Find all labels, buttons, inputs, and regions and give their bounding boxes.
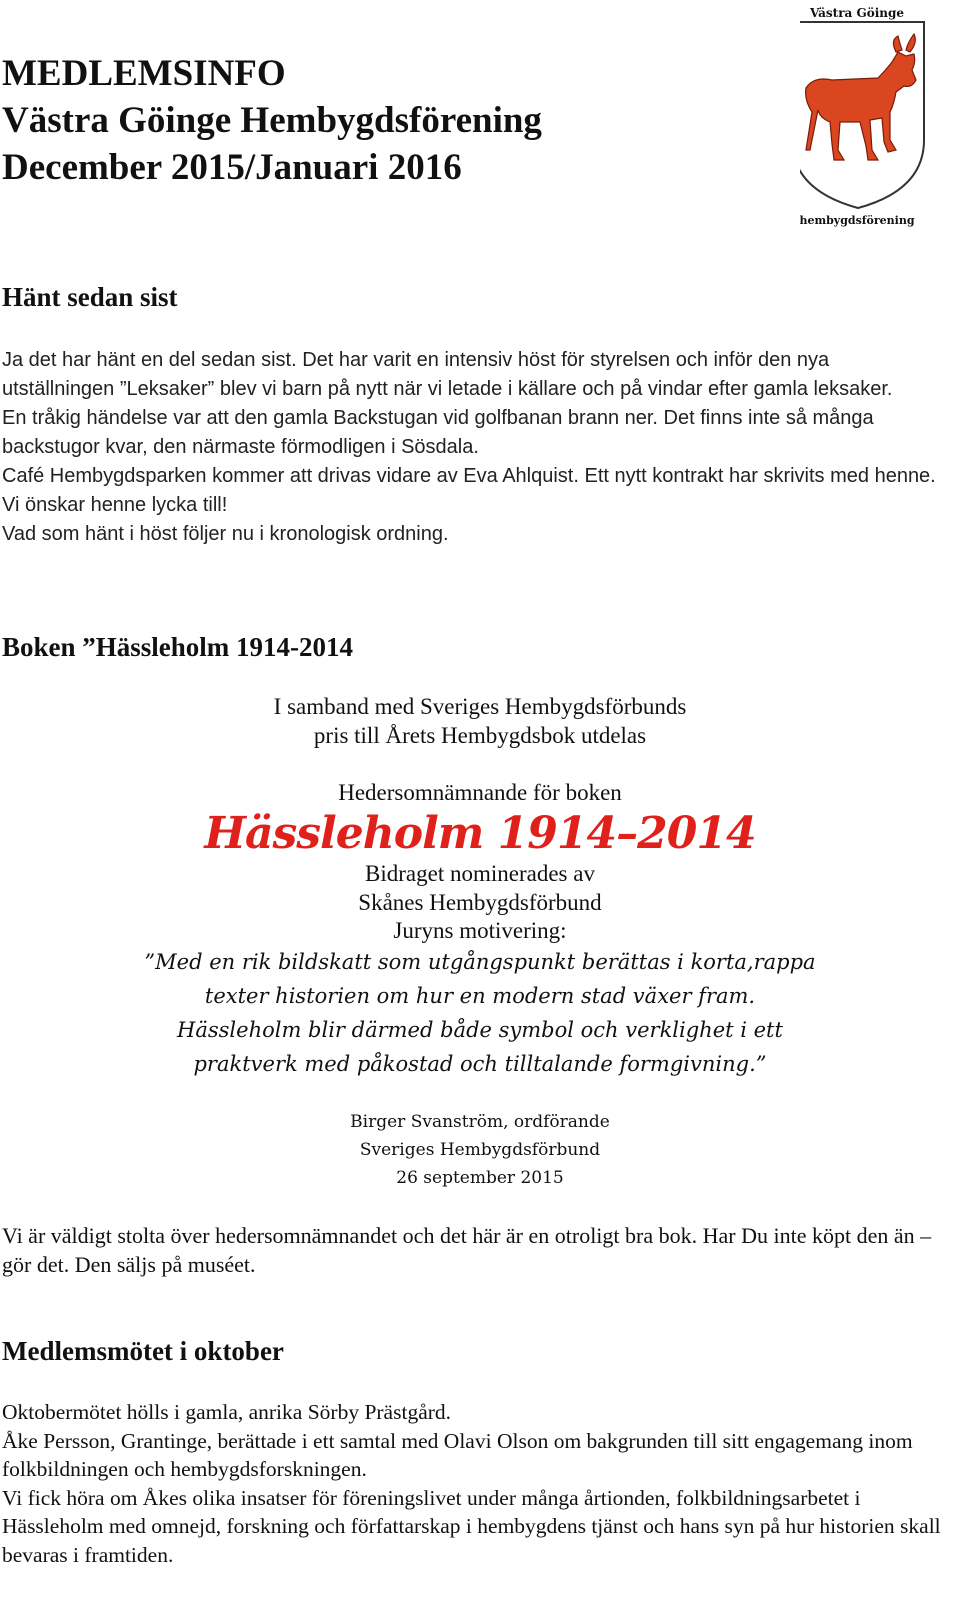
award-book-title: Hässleholm 1914–2014	[204, 808, 756, 859]
jury-quote-line: ”Med en rik bildskatt som utgångspunkt berättas i korta,rappa	[144, 950, 816, 974]
paragraph: Åke Persson, Grantinge, berättade i ett samtal med Olavi Olson om bakgrunden till sitt engagemang inom folkbildningen och hembygdsforskningen.	[2, 1428, 913, 1481]
title-line-2: Västra Göinge Hembygdsförening	[2, 100, 542, 141]
jury-quote-line: Hässleholm blir därmed både symbol och verklighet i ett	[177, 1018, 783, 1042]
paragraph: En tråkig händelse var att den gamla Backstugan vid golfbanan brann ner. Det finns inte så många backstugor kvar, den närmaste förmodligen i Sösdala.	[2, 407, 874, 458]
paragraph: Vi fick höra om Åkes olika insatser för föreningslivet under många årtionden, folkbildningsarbetet i Hässleholm med omnejd, forskning och författarskap i hembygdens tjänst och hans syn på hur historien skall bevaras i framtiden.	[2, 1485, 941, 1567]
page-title	[2, 50, 542, 191]
paragraph: Vad som hänt i höst följer nu i kronologisk ordning.	[2, 523, 449, 545]
crest-bottom-text: hembygdsförening	[800, 214, 915, 227]
jury-quote-line: praktverk med påkostad och tilltalande formgivning.”	[193, 1052, 767, 1076]
paragraph: Café Hembygdsparken kommer att drivas vidare av Eva Ahlquist. Ett nytt kontrakt har skrivits med henne. Vi önskar henne lycka till!	[2, 465, 936, 516]
ox-crest-icon	[800, 0, 955, 240]
title-line-1: MEDLEMSINFO	[2, 53, 286, 94]
section-heading-hant: Hänt sedan sist	[2, 282, 178, 312]
paragraph: Ja det har hänt en del sedan sist. Det har varit en intensiv höst för styrelsen och inför den nya utställningen ”Leksaker” blev vi barn på nytt när vi letade i källare och på vindar efter gamla leksaker.	[2, 349, 893, 400]
section-heading-boken: Boken ”Hässleholm 1914-2014	[2, 632, 354, 662]
award-line: Juryns motivering:	[393, 918, 567, 943]
award-line: Skånes Hembygdsförbund	[358, 890, 602, 915]
signature-line: Sveriges Hembygdsförbund	[359, 1140, 601, 1160]
section-heading-medlemsmote: Medlemsmötet i oktober	[2, 1336, 284, 1366]
hant-body	[2, 346, 937, 549]
paragraph: Vi är väldigt stolta över hedersomnämnandet och det här är en otroligt bra bok. Har Du inte köpt den än – gör det. Den säljs på muséet.	[2, 1223, 932, 1277]
boken-after-text	[2, 1221, 942, 1279]
award-line: pris till Årets Hembygdsbok utdelas	[313, 723, 647, 748]
title-line-3: December 2015/Januari 2016	[2, 147, 462, 188]
award-line: I samband med Sveriges Hembygdsförbunds	[273, 694, 687, 719]
paragraph: Oktobermötet hölls i gamla, anrika Sörby Prästgård.	[2, 1400, 452, 1424]
signature-line: Birger Svanström, ordförande	[350, 1112, 610, 1132]
award-line: Bidraget nominerades av	[365, 861, 595, 886]
crest-top-text: Västra Göinge	[809, 6, 905, 20]
signature-line: 26 september 2015	[396, 1168, 564, 1188]
jury-quote-line: texter historien om hur en modern stad växer fram.	[204, 984, 756, 1008]
award-line: Hedersomnämnande för boken	[338, 780, 622, 805]
medlemsmote-body	[2, 1398, 942, 1569]
